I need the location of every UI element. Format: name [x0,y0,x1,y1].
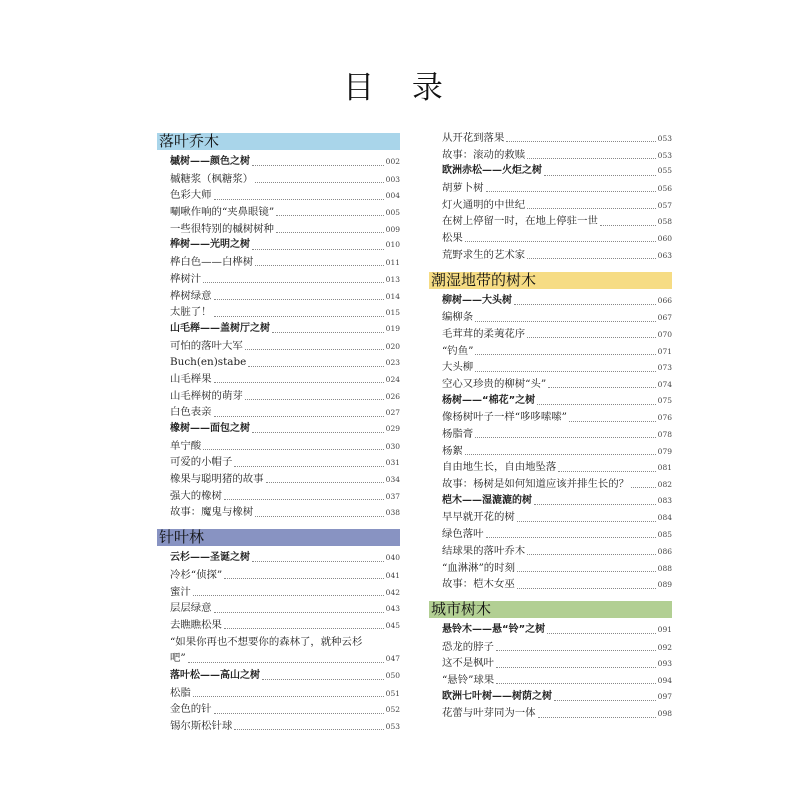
toc-entry[interactable] [157,668,400,685]
leader-dots [252,431,384,433]
toc-page-number: 013 [385,274,400,284]
toc-entry[interactable] [157,567,400,584]
toc-page-number: 092 [657,642,672,652]
toc-entry-title: 桦树汁 [170,272,202,285]
toc-page-number: 055 [657,166,672,176]
leader-dots [600,224,656,226]
toc-page-number: 056 [657,184,672,194]
leader-dots [538,716,656,718]
leader-dots [631,486,656,488]
toc-entry[interactable] [429,672,672,689]
toc-entry-title: “血淋淋”的时刻 [442,561,515,574]
toc-entry-title: 大头柳 [442,361,474,374]
toc-entry-title: 灯火通明的中世纪 [442,198,526,211]
toc-entry-title: 强大的橡树 [170,489,222,502]
section-list [429,622,672,722]
toc-entry[interactable] [429,213,672,230]
toc-entry-title: Buch(en)stabe [170,356,247,369]
toc-entry[interactable] [157,488,400,505]
leader-dots [496,682,655,684]
toc-entry-title: 荒野求生的艺术家 [442,248,526,261]
toc-page-number: 083 [657,495,672,505]
toc-page-number: 094 [657,675,672,685]
toc-entry[interactable] [429,147,672,164]
toc-page-number: 050 [385,670,400,680]
toc-page-number: 073 [657,363,672,373]
toc-entry-title: 欧洲赤松——火炬之树 [442,165,542,177]
toc-page-number: 053 [657,150,672,160]
toc-page-number: 081 [657,463,672,473]
toc-page-number: 045 [385,620,400,630]
toc-entry[interactable] [157,204,400,221]
leader-dots [255,181,384,183]
toc-entry-title: 层层绿意 [170,602,212,615]
toc-page-number: 084 [657,513,672,523]
toc-page-number: 051 [385,688,400,698]
leader-dots [475,353,655,355]
toc-page-number: 088 [657,563,672,573]
leader-dots [517,520,656,522]
toc-entry-title: 柳树——大头树 [442,294,512,306]
toc-entry-title: 槭糖浆（枫糖浆） [170,172,254,185]
toc-page-number: 066 [657,295,672,305]
section-header-conifer: 针叶林 [157,529,400,546]
toc-entry-title: 桦树绿意 [170,289,212,302]
section-list [157,154,400,521]
toc-entry-title: 桦白色——白桦树 [170,256,254,269]
leader-dots [224,627,384,629]
toc-page-number: 004 [385,191,400,201]
toc-entry[interactable] [429,560,672,577]
leader-dots [252,248,384,250]
toc-right-column [429,130,672,722]
toc-entry[interactable] [157,171,400,188]
toc-entry-title: 松脂 [170,686,191,699]
toc-page-number: 002 [385,157,400,166]
toc-page-number: 026 [385,391,400,401]
toc-entry-title-cont: 吧” [170,652,186,665]
toc-entry[interactable] [157,718,400,735]
toc-entry-title: 绿色落叶 [442,528,484,541]
leader-dots [245,398,384,400]
toc-entry-title: 冷杉“侦探” [170,568,223,581]
toc-entry-title: 单宁酸 [170,439,202,452]
toc-page-number: 053 [657,134,672,143]
toc-entry[interactable] [157,388,400,405]
leader-dots [547,632,656,634]
leader-dots [537,403,656,405]
section-header-deciduous: 落叶乔木 [157,133,400,150]
leader-dots [486,536,656,538]
toc-entry[interactable] [429,130,672,147]
toc-entry-title: 唰啾作响的“夹鼻眼镜” [170,206,275,219]
toc-entry[interactable] [157,271,400,288]
toc-page-number: 067 [657,313,672,323]
leader-dots [255,515,384,517]
toc-page-number: 076 [657,413,672,423]
leader-dots [475,370,656,372]
toc-page-number: 091 [657,624,672,634]
section-header-wetland: 潮湿地带的树木 [429,272,672,289]
leader-dots [527,336,656,338]
toc-entry[interactable] [429,689,672,706]
toc-entry-title: 花蕾与叶芽同为一体 [442,707,536,720]
toc-entry-title: 山毛榉树的萌芽 [170,389,243,402]
leader-dots [465,240,656,242]
leader-dots [506,140,655,142]
toc-entry-title: “钓鱼” [442,344,474,357]
toc-entry-title: “如果你再也不想要你的森林了，就种云杉 [170,635,363,648]
leader-dots [548,386,656,388]
toc-entry-title: 蜜汁 [170,585,191,598]
toc-entry-title: 去瞧瞧松果 [170,618,222,631]
toc-page-number: 074 [657,379,672,389]
toc-entry[interactable] [157,685,400,702]
toc-entry[interactable] [157,154,400,171]
toc-entry-title: 槭树——颜色之树 [170,156,250,167]
leader-dots [527,257,656,259]
toc-entry-title: 像杨树叶子一样“哆哆嗦嗦” [442,411,567,424]
toc-entry[interactable] [429,476,672,493]
toc-page-number: 041 [385,570,400,580]
toc-entry[interactable] [429,326,672,343]
toc-entry[interactable] [157,617,400,634]
toc-entry-title: “悬铃”球果 [442,673,495,686]
toc-entry[interactable] [157,354,400,371]
leader-dots [486,190,656,192]
toc-entry-title: 杨絮 [442,444,463,457]
leader-dots [193,594,384,596]
toc-page-number: 019 [385,323,400,333]
toc-page-number: 020 [385,341,400,351]
toc-entry-title: 桤木——湿漉漉的树 [442,494,532,506]
toc-entry-title: 金色的针 [170,703,212,716]
toc-page-number: 060 [657,234,672,244]
toc-entry[interactable] [157,471,400,488]
leader-dots [248,365,383,367]
toc-page-number: 098 [657,709,672,719]
toc-entry[interactable] [429,359,672,376]
toc-page-number: 079 [657,446,672,456]
toc-entry-title: 松果 [442,232,463,245]
toc-entry-title: 白色表亲 [170,406,212,419]
toc-page-number: 085 [657,530,672,540]
leader-dots [475,320,656,322]
toc-entry[interactable] [157,454,400,471]
toc-entry-title: 锡尔斯松针球 [170,720,233,733]
toc-page-number: 070 [657,329,672,339]
leader-dots [266,481,384,483]
section-list [429,130,672,264]
toc-entry[interactable] [157,304,400,321]
leader-dots [465,453,656,455]
toc-entry-title: 山毛榉果 [170,372,212,385]
toc-entry[interactable] [429,459,672,476]
toc-page-number: 010 [385,240,400,250]
toc-entry[interactable] [157,584,400,601]
section-list [429,293,672,593]
toc-entry-title: 自由地生长，自由地坠落 [442,461,557,474]
leader-dots [276,214,384,216]
toc-page-number: 047 [385,654,400,664]
toc-entry-title: 杨脂膏 [442,428,474,440]
toc-entry[interactable] [429,443,672,460]
toc-page-number: 014 [385,291,400,301]
toc-entry-title: 桦树——光明之树 [170,239,250,251]
toc-entry[interactable] [429,343,672,360]
toc-entry[interactable] [429,655,672,672]
leader-dots [496,649,656,651]
leader-dots [234,728,383,730]
leader-dots [214,298,384,300]
toc-entry-title: 从开花到落果 [442,132,505,144]
toc-entry-title: 落叶松——高山之树 [170,669,260,681]
toc-entry-title: 结球果的落叶乔木 [442,544,526,557]
section-list [157,550,400,735]
toc-entry-title: 橡果与聪明猪的故事 [170,473,264,486]
toc-entry-title: 太脏了！ [170,306,212,319]
toc-page-number: 037 [385,491,400,501]
toc-page-number: 058 [657,217,672,227]
toc-entry[interactable] [157,421,400,438]
toc-page-number: 034 [385,475,400,485]
toc-entry[interactable] [429,197,672,214]
toc-entry[interactable] [429,376,672,393]
toc-page-number: 023 [385,358,400,368]
toc-page-number: 030 [385,441,400,451]
toc-entry-title: 毛茸茸的柔荑花序 [442,327,526,340]
toc-page-number: 082 [657,480,672,490]
leader-dots [224,498,384,500]
page-title: 目 录 [343,70,457,106]
toc-entry[interactable] [429,163,672,180]
toc-entry-title: 一些很特别的槭树树种 [170,222,274,235]
toc-entry-title: 色彩大师 [170,189,212,202]
toc-entry-title: 在树上停留一时，在地上停驻一世 [442,215,598,228]
toc-entry[interactable] [429,247,672,264]
toc-page-number: 042 [385,587,400,597]
toc-page-number: 089 [657,580,672,590]
leader-dots [517,570,656,572]
toc-entry[interactable] [157,600,400,617]
toc-entry[interactable] [429,543,672,560]
toc-page-number: 011 [385,258,400,268]
leader-dots [527,157,656,159]
toc-page-number: 097 [657,691,672,701]
toc-page-number: 027 [385,408,400,418]
leader-dots [544,174,656,176]
toc-entry-title: 橡树——面包之树 [170,423,250,434]
toc-page-number: 071 [657,346,672,356]
toc-entry[interactable] [157,550,400,567]
leader-dots [262,678,384,680]
leader-dots [527,553,656,555]
toc-page-number: 093 [657,659,672,669]
toc-entry[interactable] [157,237,400,254]
toc-entry[interactable] [429,180,672,197]
leader-dots [527,207,656,209]
leader-dots [496,666,656,668]
toc-entry-title: 可怕的落叶大军 [170,339,243,352]
toc-page-number: 063 [657,250,672,260]
toc-entry[interactable] [157,321,400,338]
toc-page-number: 029 [385,424,400,433]
toc-entry-title: 可爱的小帽子 [170,456,233,469]
leader-dots [214,315,384,317]
toc-entry[interactable] [429,622,672,639]
toc-page-number: 038 [385,508,400,518]
toc-entry-title: 早早就开花的树 [442,511,515,524]
toc-entry[interactable] [429,230,672,247]
leader-dots [214,611,384,613]
toc-entry[interactable] [157,338,400,355]
toc-page-number: 015 [385,308,400,318]
toc-entry[interactable] [429,509,672,526]
toc-entry-title: 云杉——圣诞之树 [170,552,250,564]
leader-dots [203,281,384,283]
leader-dots [214,381,384,383]
toc-page-number: 086 [657,546,672,556]
toc-entry-title: 胡萝卜树 [442,182,484,195]
section-header-urban: 城市树木 [429,601,672,618]
leader-dots [517,587,656,589]
toc-entry[interactable] [157,701,400,718]
toc-left-column [157,133,400,735]
toc-entry[interactable] [429,309,672,326]
toc-page-number: 053 [385,722,400,732]
toc-entry[interactable] [429,493,672,510]
leader-dots [188,661,384,663]
toc-entry[interactable] [157,438,400,455]
toc-entry[interactable] [157,404,400,421]
toc-page-number: 009 [385,224,400,234]
toc-entry[interactable] [157,254,400,271]
toc-entry-title: 山毛榉——盖树厅之树 [170,322,270,334]
toc-page-number: 005 [385,208,400,218]
toc-entry[interactable] [157,288,400,305]
toc-entry-title: 杨树——“棉花”之树 [442,394,536,406]
toc-page-number: 040 [385,553,400,563]
leader-dots [272,331,384,333]
toc-page-number: 057 [657,200,672,210]
leader-dots [224,577,383,579]
toc-entry[interactable] [157,221,400,238]
toc-entry-title: 空心又珍贵的柳树“头” [442,377,547,390]
toc-entry-title: 这不是枫叶 [442,657,494,670]
leader-dots [203,448,384,450]
leader-dots [255,264,384,266]
toc-entry[interactable] [429,409,672,426]
leader-dots [569,420,656,422]
leader-dots [214,712,384,714]
leader-dots [245,348,384,350]
leader-dots [193,695,384,697]
toc-entry[interactable] [429,576,672,593]
toc-entry-title: 悬铃木——悬“铃”之树 [442,623,546,635]
toc-entry-title: 故事：杨树是如何知道应该并排生长的？ [442,478,630,491]
toc-entry-title: 欧洲七叶树——树荫之树 [442,690,552,702]
toc-entry[interactable] [157,504,400,521]
leader-dots [558,470,655,472]
toc-page-number: 078 [657,430,672,439]
leader-dots [276,231,384,233]
toc-entry[interactable] [429,705,672,722]
leader-dots [214,415,384,417]
toc-entry[interactable] [157,187,400,204]
toc-page-number: 043 [385,604,400,614]
toc-page-number: 024 [385,374,400,384]
toc-entry[interactable] [157,634,400,668]
toc-entry-title: 编柳条 [442,311,474,324]
toc-entry[interactable] [157,371,400,388]
toc-entry-title: 恐龙的脖子 [442,640,494,653]
toc-entry-title: 故事：桤木女巫 [442,578,515,591]
leader-dots [534,503,656,505]
toc-entry-title: 故事：魔鬼与橡树 [170,506,254,519]
leader-dots [234,465,383,467]
toc-entry[interactable] [429,526,672,543]
toc-page-number: 052 [385,705,400,715]
toc-entry[interactable] [429,293,672,310]
toc-entry[interactable] [429,639,672,656]
toc-page-number: 031 [385,458,400,468]
toc-entry-title: 故事：滚动的救赎 [442,148,526,161]
leader-dots [214,198,384,200]
leader-dots [514,303,656,305]
toc-entry[interactable] [429,393,672,410]
toc-entry[interactable] [429,426,672,443]
leader-dots [252,560,384,562]
toc-page-number: 003 [385,174,400,184]
toc-page-number: 075 [657,395,672,405]
leader-dots [475,436,656,438]
leader-dots [554,699,656,701]
leader-dots [252,164,384,166]
